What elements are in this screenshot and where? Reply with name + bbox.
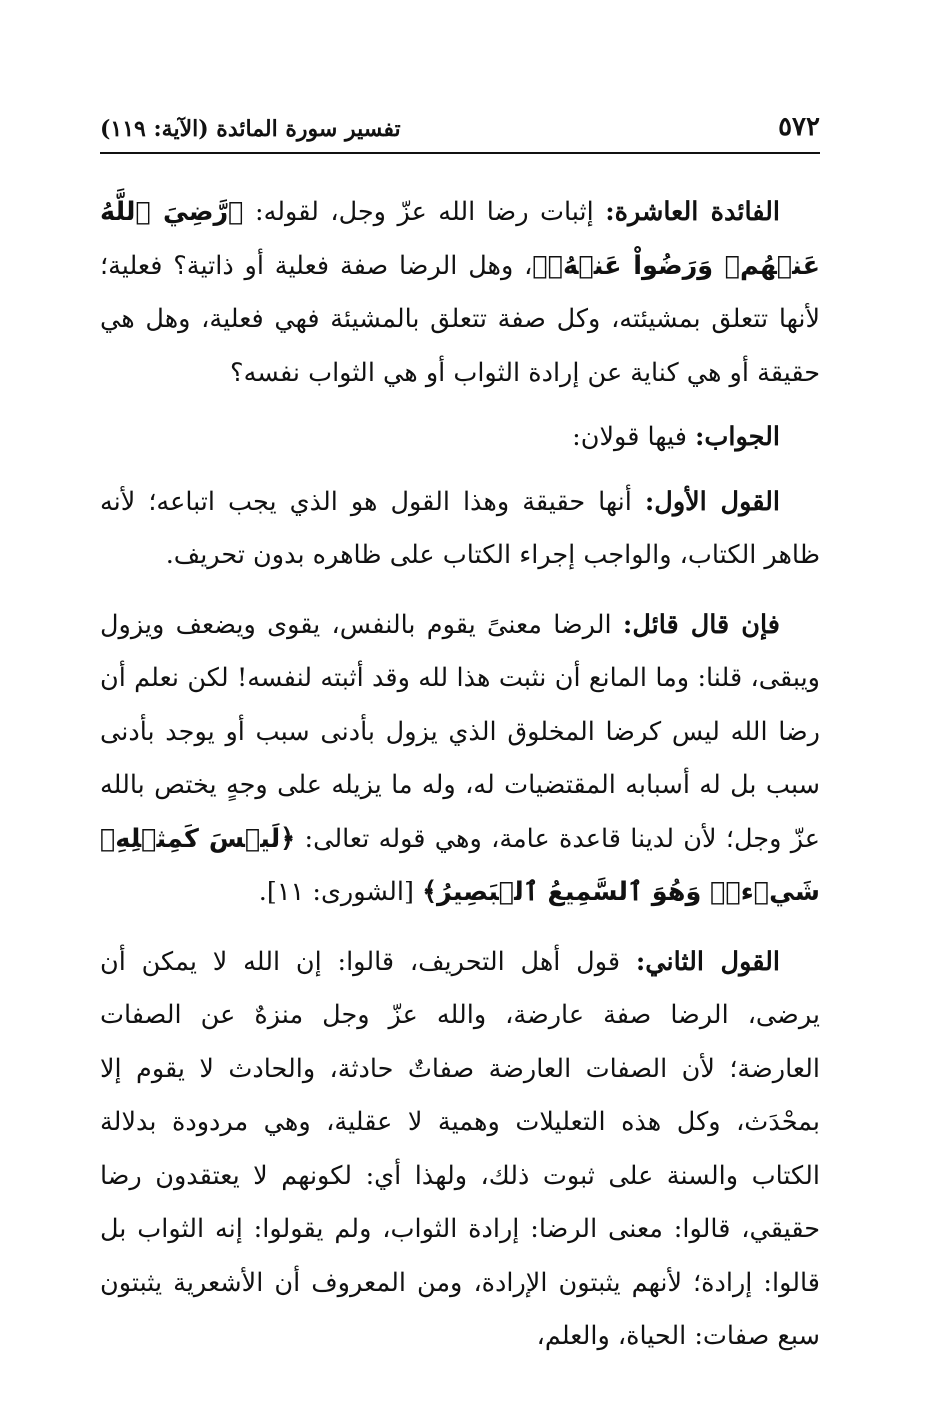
paragraph-second-opinion — [100, 936, 820, 1364]
paragraph-tenth-benefit — [100, 186, 820, 400]
paragraph-text: الرضا معنىً يقوم بالنفس، يقوى ويضعف ويزول ويبقى، قلنا: وما المانع أن نثبت هذا لله وقد أثبته لنفسه! لكن نعلم أن رضا الله ليس كرضا المخلوق الذي يزول بأدنى سبب أو يوجد بأدنى سبب بل له أسبابه المقتضيات له، وله ما يزيله على وجهٍ يختص بالله عزّ وجل؛ لأن لدينا قاعدة عامة، وهي قوله تعالى: — [100, 609, 820, 854]
paragraph-first-opinion — [100, 476, 820, 583]
paragraph-answer — [100, 411, 820, 465]
paragraph-text: فيها قولان: — [572, 422, 695, 452]
page-number: ٥٧٢ — [778, 112, 820, 142]
running-title: تفسير سورة المائدة (الآية: ١١٩) — [100, 116, 401, 142]
quran-verse: ﴿رَّضِيَ ٱللَّهُ عَنۡهُمۡ وَرَضُواْ عَنۡهُۚ﴾ — [100, 197, 821, 281]
section-term: الفائدة العاشرة: — [605, 197, 780, 227]
paragraph-text: ، وهل الرضا صفة فعلية أو ذاتية؟ فعلية؛ لأنها تتعلق بمشيئته، وكل صفة تتعلق بالمشيئة فهي فعلية، وهل هي حقيقة أو هي كناية عن إرادة الثواب أو هي الثواب نفسه؟ — [100, 250, 820, 388]
paragraph-text: [الشورى: ١١]. — [258, 877, 423, 907]
section-term: القول الأول: — [644, 486, 781, 517]
paragraph-text: قول أهل التحريف، قالوا: إن الله لا يمكن أن يرضى، الرضا صفة عارضة، والله عزّ وجل منزهٌ عن الصفات العارضة؛ لأن الصفات العارضة صفاتٌ حادثة، والحادث لا يقوم إلا بمحْدَث، وكل هذه التعليلات وهمية لا عقلية، وهي مردودة بدلالة الكتاب والسنة على ثبوت ذلك، ولهذا أي: لكونهم لا يعتقدون رضا حقيقي، قالوا: معنى الرضا: إرادة الثواب، ولم يقولوا: إنه الثواب بل قالوا: إرادة؛ لأنهم يثبتون الإرادة، ومن المعروف أن الأشعرية يثبتون سبع صفات: الحياة، والعلم، — [100, 946, 820, 1351]
page-header — [100, 108, 820, 154]
paragraph-text: إثبات رضا الله عزّ وجل، لقوله: — [243, 197, 606, 227]
section-term: القول الثاني: — [635, 946, 780, 977]
paragraph-objection — [100, 599, 820, 920]
section-term: فإن قال قائل: — [622, 609, 780, 640]
page-body — [100, 186, 820, 1364]
paragraph-text: أنها حقيقة وهذا القول هو الذي يجب اتباعه؛ لأنه ظاهر الكتاب، والواجب إجراء الكتاب على ظاهره بدون تحريف. — [100, 486, 820, 570]
quran-verse: ﴿لَيۡسَ كَمِثۡلِهِۦ شَيۡءٞۖ وَهُوَ ٱلسَّمِيعُ ٱلۡبَصِيرُ﴾ — [100, 823, 820, 907]
section-term: الجواب: — [695, 422, 780, 452]
